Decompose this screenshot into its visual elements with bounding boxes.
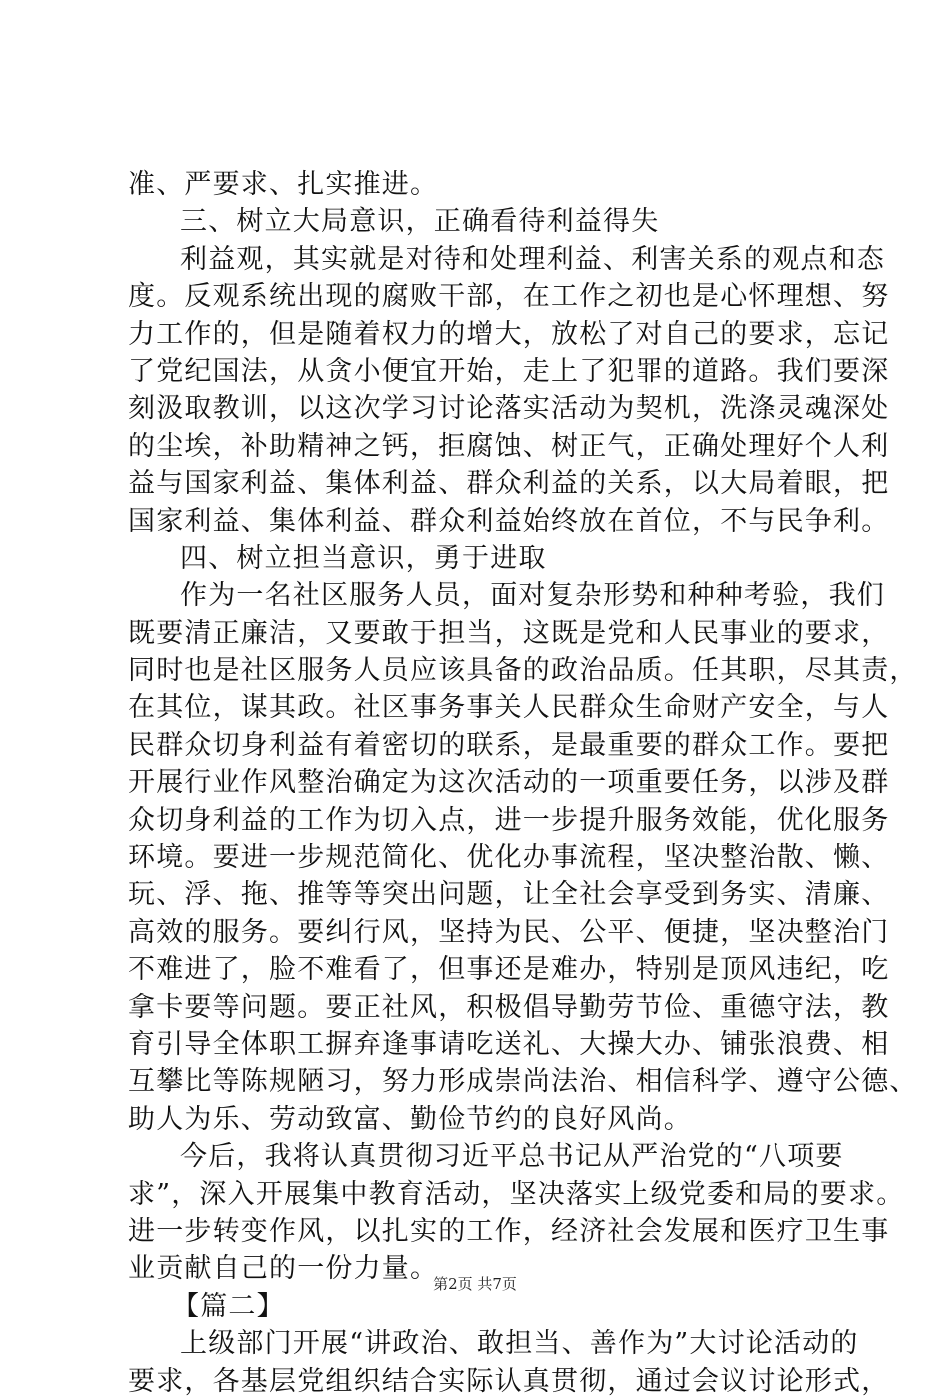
text-line: 准、严要求、扎实推进。 — [128, 169, 439, 200]
text-line: 作为一名社区服务人员，面对复杂形势和种种考验，我们 — [180, 580, 885, 612]
text-line: 高效的服务。要纠行风，坚持为民、公平、便捷，坚决整治门 — [128, 916, 890, 948]
text-line: 进一步转变作风，以扎实的工作，经济社会发展和医疗卫生事 — [128, 1215, 890, 1247]
text-line: 刻汲取教训，以这次学习讨论落实活动为契机，洗涤灵魂深处 — [128, 393, 890, 425]
text-line: 益与国家利益、集体利益、群众利益的关系，以大局着眼，把 — [128, 468, 890, 500]
section-heading-4: 四、树立担当意识，勇于进取 — [180, 542, 547, 574]
text-line: 民群众切身利益有着密切的联系，是最重要的群众工作。要把 — [128, 729, 890, 761]
section-heading-3: 三、树立大局意识，正确看待利益得失 — [180, 206, 660, 238]
text-line: 开展行业作风整治确定为这次活动的一项重要任务，以涉及群 — [128, 767, 890, 799]
text-line: 育引导全体职工摒弃逢事请吃送礼、大操大办、铺张浪费、相 — [128, 1028, 890, 1060]
text-line: 业贡献自己的一份力量。 — [128, 1253, 439, 1285]
text-line: 环境。要进一步规范简化、优化办事流程，坚决整治散、懒、 — [128, 842, 890, 874]
text-line: 求”，深入开展集中教育活动，坚决落实上级党委和局的要求。 — [128, 1178, 905, 1210]
text-line: 拿卡要等问题。要正社风，积极倡导勤劳节俭、重德守法，教 — [128, 991, 890, 1023]
text-line: 上级部门开展“讲政治、敢担当、善作为”大讨论活动的 — [180, 1328, 859, 1360]
text-line: 要求，各基层党组织结合实际认真贯彻，通过会议讨论形式， — [128, 1365, 890, 1397]
text-line: 力工作的，但是随着权力的增大，放松了对自己的要求，忘记 — [128, 318, 890, 350]
text-line: 利益观，其实就是对待和处理利益、利害关系的观点和态 — [180, 243, 885, 275]
text-line: 了党纪国法，从贪小便宜开始，走上了犯罪的道路。我们要深 — [128, 355, 890, 387]
text-line: 的尘埃，补助精神之钙，拒腐蚀、树正气，正确处理好个人利 — [128, 430, 890, 462]
text-line: 今后，我将认真贯彻习近平总书记从严治党的“八项要 — [180, 1141, 844, 1173]
page-number: 第2页 共7页 — [433, 1275, 517, 1293]
text-line: 在其位，谋其政。社区事务事关人民群众生命财产安全，与人 — [128, 692, 890, 724]
text-line: 不难进了，脸不难看了，但事还是难办，特别是顶风违纪，吃 — [128, 954, 890, 986]
text-line: 互攀比等陈规陋习，努力形成崇尚法治、相信科学、遵守公德、 — [128, 1066, 918, 1098]
text-line: 既要清正廉洁，又要敢于担当，这既是党和人民事业的要求， — [128, 617, 890, 649]
text-line: 助人为乐、劳动致富、勤俭节约的良好风尚。 — [128, 1103, 692, 1135]
document-body — [128, 166, 918, 1400]
text-line: 玩、浮、拖、推等等突出问题，让全社会享受到务实、清廉、 — [128, 879, 890, 911]
text-line: 度。反观系统出现的腐败干部，在工作之初也是心怀理想、努 — [128, 281, 890, 313]
text-line: 同时也是社区服务人员应该具备的政治品质。任其职，尽其责， — [128, 655, 918, 687]
section-heading-part2: 【篇二】 — [172, 1290, 285, 1322]
text-line: 众切身利益的工作为切入点，进一步提升服务效能，优化服务 — [128, 804, 890, 836]
text-line: 国家利益、集体利益、群众利益始终放在首位，不与民争利。 — [128, 505, 890, 537]
